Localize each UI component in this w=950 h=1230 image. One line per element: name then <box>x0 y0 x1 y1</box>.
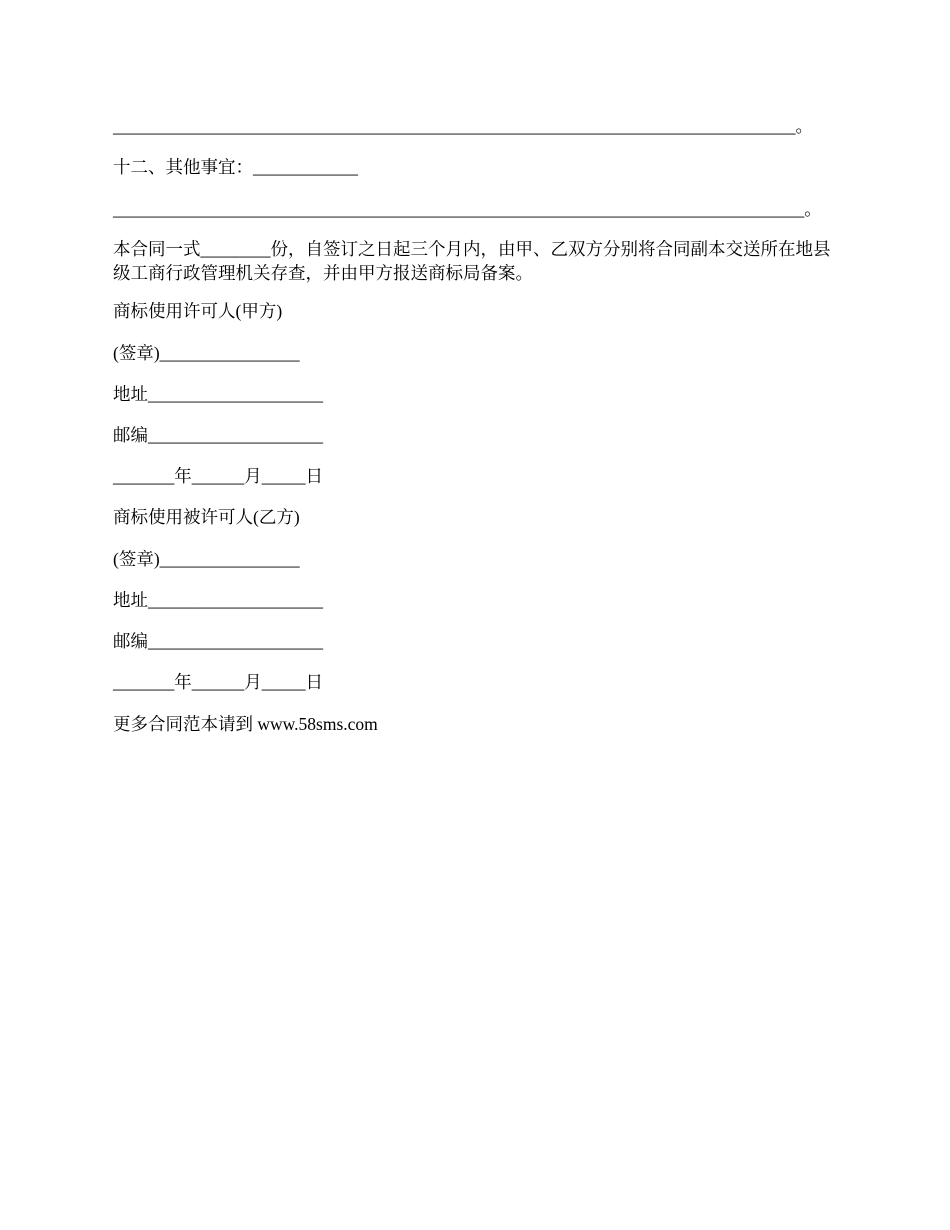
copies-paragraph: 本合同一式________份，自签订之日起三个月内，由甲、乙双方分别将合同副本交送所在地县级工商行政管理机关存查，并由甲方报送商标局备案。 <box>113 239 831 283</box>
licensee-date-line: _______年______月_____日 <box>113 672 323 692</box>
licensee-heading: 商标使用被许可人(乙方) <box>113 507 300 527</box>
footer-more-templates: 更多合同范本请到 www.58sms.com <box>113 714 378 734</box>
licensor-heading: 商标使用许可人(甲方) <box>113 301 283 321</box>
licensor-date-line: _______年______月_____日 <box>113 466 323 486</box>
other-matters-line: 十二、其他事宜：____________ <box>113 157 358 177</box>
licensor-address-line: 地址____________________ <box>113 384 323 404</box>
licensor-signature-line: (签章)________________ <box>113 343 300 363</box>
licensor-postcode-line: 邮编____________________ <box>113 425 323 445</box>
blank-line-2: _______________________________________________________________________________。 <box>113 199 822 219</box>
licensee-signature-line: (签章)________________ <box>113 549 300 569</box>
licensee-address-line: 地址____________________ <box>113 590 323 610</box>
blank-line-1: ______________________________________________________________________________。 <box>113 116 813 136</box>
licensee-postcode-line: 邮编____________________ <box>113 631 323 651</box>
